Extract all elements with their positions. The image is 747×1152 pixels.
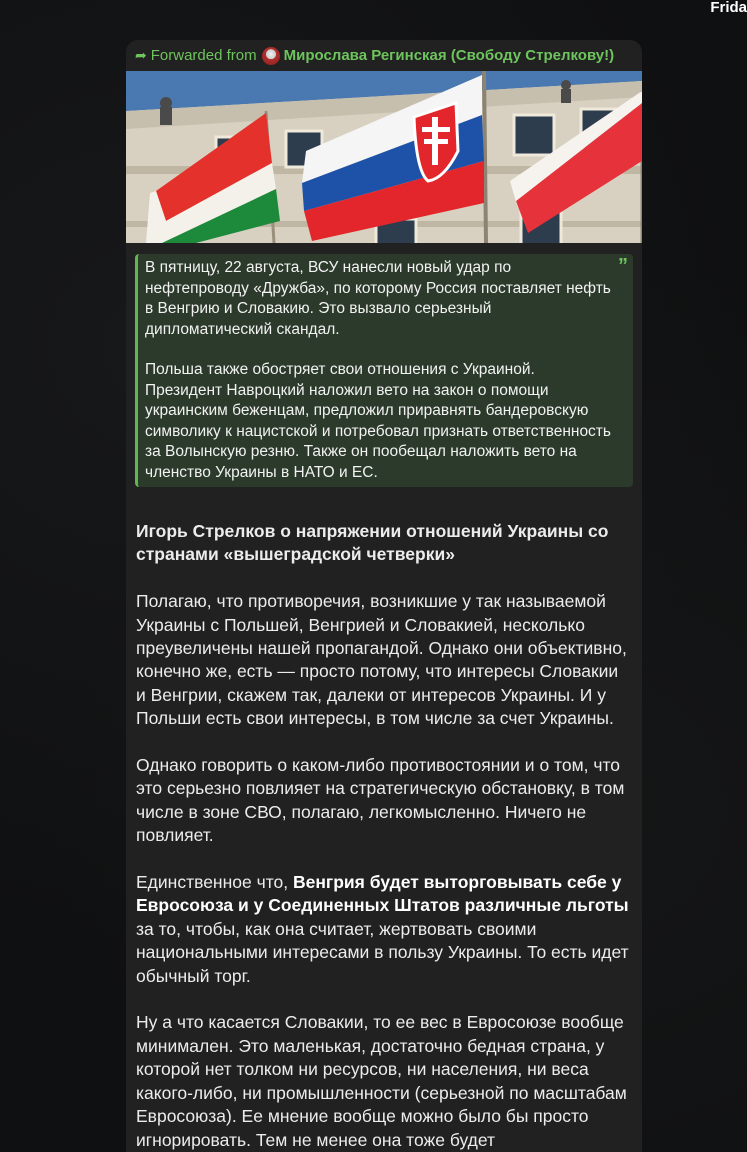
message-title: Игорь Стрелков о напряжении отношений Украины со странами «вышеградской четверки» (136, 521, 609, 565)
forward-label: Forwarded from (150, 47, 257, 64)
quote-paragraph: В пятницу, 22 августа, ВСУ нанесли новый удар по нефтепроводу «Дружба», по которому Россия поставляет нефть в Венгрию и Словакию. Это вызвало серьезный дипломатический скандал. (145, 259, 611, 338)
message-paragraph (136, 871, 632, 988)
forward-header[interactable] (126, 40, 642, 71)
message-photo[interactable] (126, 71, 642, 243)
quote-icon: ” (618, 255, 628, 277)
message-paragraph: Ну а что касается Словакии, то ее вес в Евросоюзе вообще минимален. Это маленькая, достаточно бедная страна, у которой нет толком ни ресурсов, ни населения, ни веса какого-либо, ни промышленности (серьезной по масштабам Евросоюза). Ее мнение вообще можно было бы просто игнорировать. Тем не менее она тоже будет (136, 1012, 627, 1150)
paragraph-text: за то, чтобы, как она считает, жертвовать своими национальными интересами в пользу Украины. То есть идет обычный торг. (136, 918, 629, 986)
message-bubble[interactable] (126, 40, 642, 1152)
paragraph-text: Единственное что, (136, 872, 293, 893)
forward-arrow-icon: ➦ (135, 47, 147, 63)
forward-source-name[interactable]: Мирослава Регинская (Свободу Стрелкову!) (283, 47, 615, 64)
message-paragraph: Однако говорить о каком-либо противостоянии и о том, что это серьезно повлияет на стратегическую обстановку, в том числе в зоне СВО, полагаю, легкомысленно. Ничего не повлияет. (136, 755, 625, 846)
quote-paragraph: Польша также обостряет свои отношения с Украиной. Президент Навроцкий наложил вето на закон о помощи украинским беженцам, предложил приравнять бандеровскую символику к нацистской и потребовал признать ответственность за Волынскую резню. Также он пообещал наложить вето на членство Украины в НАТО и ЕС. (145, 361, 611, 481)
avatar[interactable] (262, 47, 280, 65)
message-paragraph: Полагаю, что противоречия, возникшие у так называемой Украины с Польшей, Венгрией и Словакией, несколько преувеличены нашей пропагандой. Однако они объективно, конечно же, есть — просто потому, что интересы Словакии и Венгрии, скажем так, далеки от интересов Украины. И у Польши есть свои интересы, в том числе за счет Украины. (136, 591, 627, 729)
date-badge: Frida (710, 0, 747, 16)
flags-photo-illustration (126, 71, 642, 243)
bold-text: Венгрия будет выторговывать себе у Евросоюза и у Соединенных Штатов различные льготы (136, 872, 629, 916)
forwarded-quote (135, 254, 633, 487)
message-text (126, 520, 642, 1152)
